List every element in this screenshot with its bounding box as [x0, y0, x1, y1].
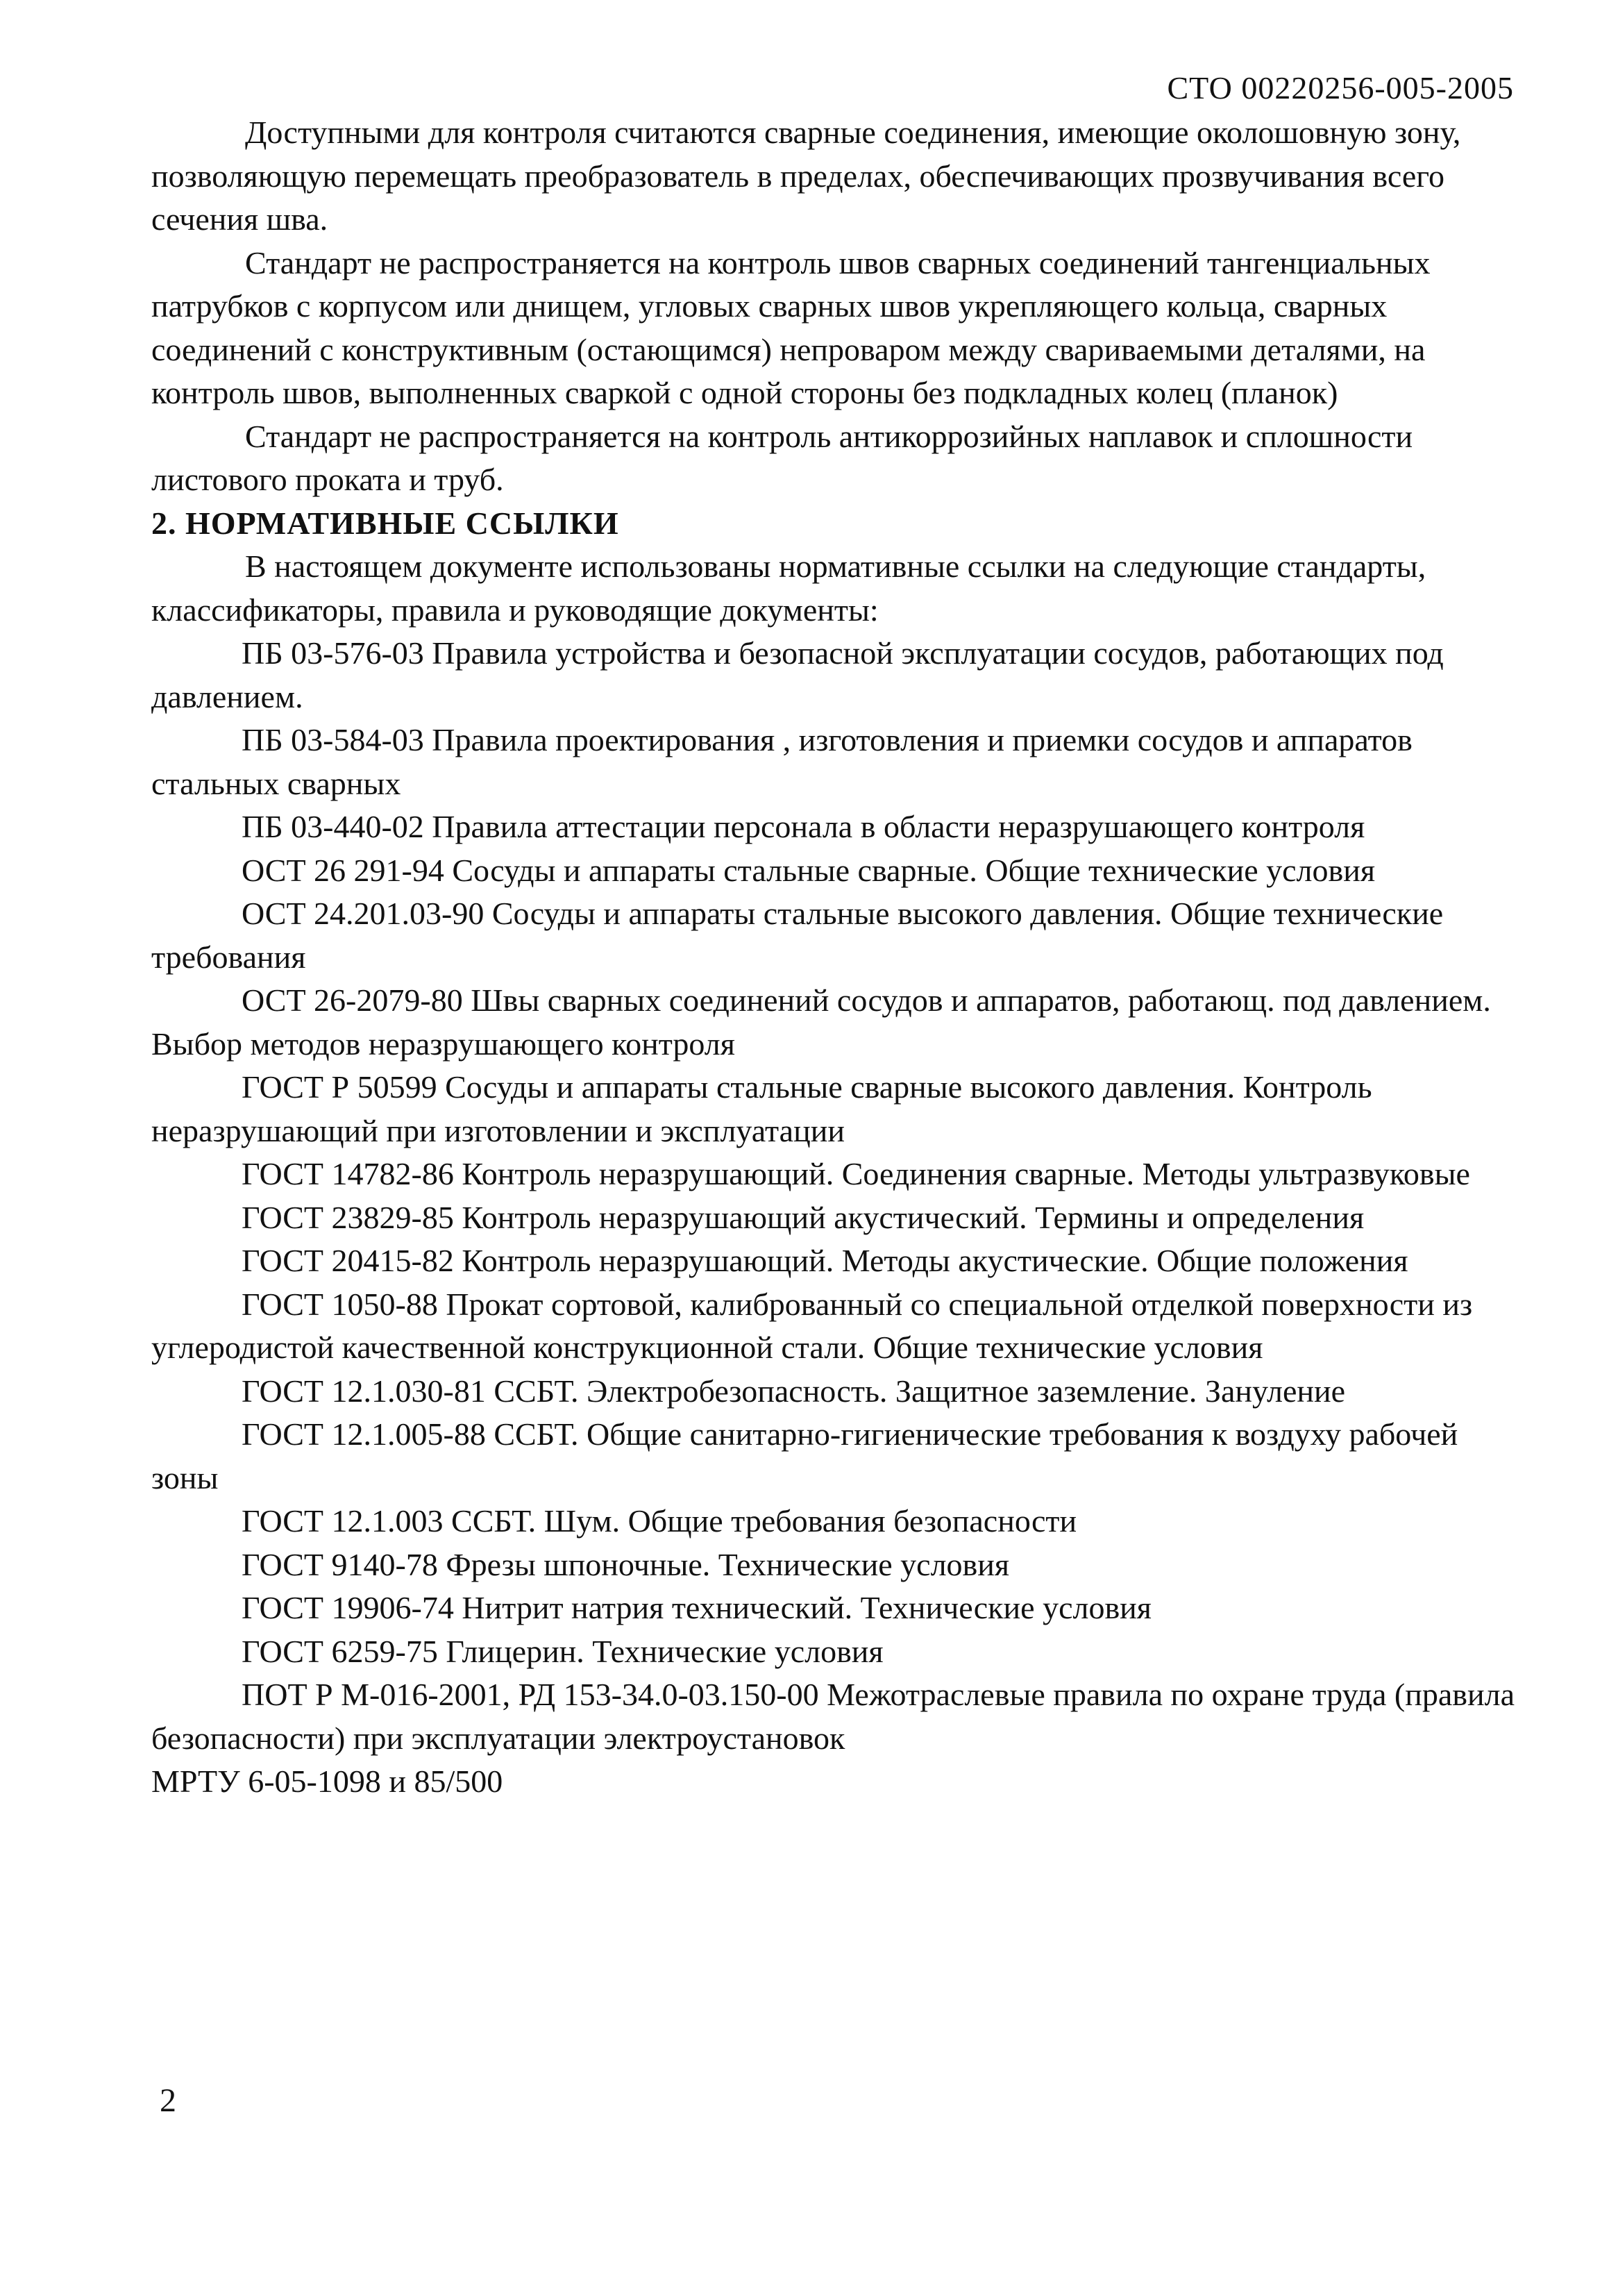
reference-item: ОСТ 26-2079-80 Швы сварных соединений сосудов и аппаратов, работающ. под давлением. Выбор методов неразрушающего контроля [151, 982, 1491, 1062]
reference-item: ГОСТ 9140-78 Фрезы шпоночные. Технические условия [242, 1546, 1010, 1582]
paragraph-accessible-joints: Доступными для контроля считаются сварные соединения, имеющие околошовную зону, позволяющую перемещать преобразователь в пределах, обеспечивающих прозвучивания всего сечения шва. [151, 115, 1461, 237]
reference-last-line: МРТУ 6-05-1098 и 85/500 [151, 1763, 503, 1799]
section-heading: 2. НОРМАТИВНЫЕ ССЫЛКИ [151, 505, 619, 541]
reference-item: ПБ 03-440-02 Правила аттестации персонала в области неразрушающего контроля [242, 809, 1365, 844]
reference-item: ГОСТ 19906-74 Нитрит натрия технический. Технические условия [242, 1590, 1152, 1625]
reference-item: ГОСТ 20415-82 Контроль неразрушающий. Методы акустические. Общие положения [242, 1243, 1408, 1278]
reference-item: ГОСТ 14782-86 Контроль неразрушающий. Соединения сварные. Методы ультразвуковые [242, 1156, 1470, 1191]
reference-item: ГОСТ 23829-85 Контроль неразрушающий акустический. Термины и определения [242, 1199, 1365, 1235]
page-number: 2 [160, 2082, 176, 2119]
reference-item: ГОСТ Р 50599 Сосуды и аппараты стальные сварные высокого давления. Контроль неразрушающий при изготовлении и эксплуатации [151, 1069, 1372, 1148]
reference-item: ПБ 03-584-03 Правила проектирования , изготовления и приемки сосудов и аппаратов стальных сварных [151, 722, 1413, 801]
reference-item: ОСТ 24.201.03-90 Сосуды и аппараты стальные высокого давления. Общие технические требования [151, 896, 1444, 975]
paragraph-scope-cladding: Стандарт не распространяется на контроль антикоррозийных наплавок и сплошности листового проката и труб. [151, 418, 1413, 497]
document-code-header: СТО 00220256-005-2005 [1167, 70, 1514, 106]
reference-item: ГОСТ 12.1.030-81 ССБТ. Электробезопасность. Защитное заземление. Зануление [242, 1373, 1346, 1409]
reference-item: ПОТ Р М-016-2001, РД 153-34.0-03.150-00 Межотраслевые правила по охране труда (правила безопасности) при эксплуатации электроустановок [151, 1677, 1515, 1756]
reference-item: ОСТ 26 291-94 Сосуды и аппараты стальные сварные. Общие технические условия [242, 852, 1375, 888]
reference-item: ГОСТ 12.1.005-88 ССБТ. Общие санитарно-гигиенические требования к воздуху рабочей зоны [151, 1416, 1458, 1495]
reference-item: ГОСТ 12.1.003 ССБТ. Шум. Общие требования безопасности [242, 1503, 1077, 1539]
reference-item: ГОСТ 6259-75 Глицерин. Технические условия [242, 1633, 884, 1669]
document-body [151, 111, 1526, 1804]
references-intro: В настоящем документе использованы нормативные ссылки на следующие стандарты, классификаторы, правила и руководящие документы: [151, 548, 1426, 628]
reference-item: ПБ 03-576-03 Правила устройства и безопасной эксплуатации сосудов, работающих под давлением. [151, 635, 1444, 714]
paragraph-scope-exclusions: Стандарт не распространяется на контроль швов сварных соединений тангенциальных патрубков с корпусом или днищем, угловых сварных швов укрепляющего кольца, сварных соединений с конструктивным (остающимся) непроваром между свариваемыми деталями, на контроль швов, выполненных сваркой с одной стороны без подкладных колец (планок) [151, 244, 1431, 410]
reference-item: ГОСТ 1050-88 Прокат сортовой, калиброванный со специальной отделкой поверхности из углеродистой качественной конструкционной стали. Общие технические условия [151, 1286, 1473, 1365]
